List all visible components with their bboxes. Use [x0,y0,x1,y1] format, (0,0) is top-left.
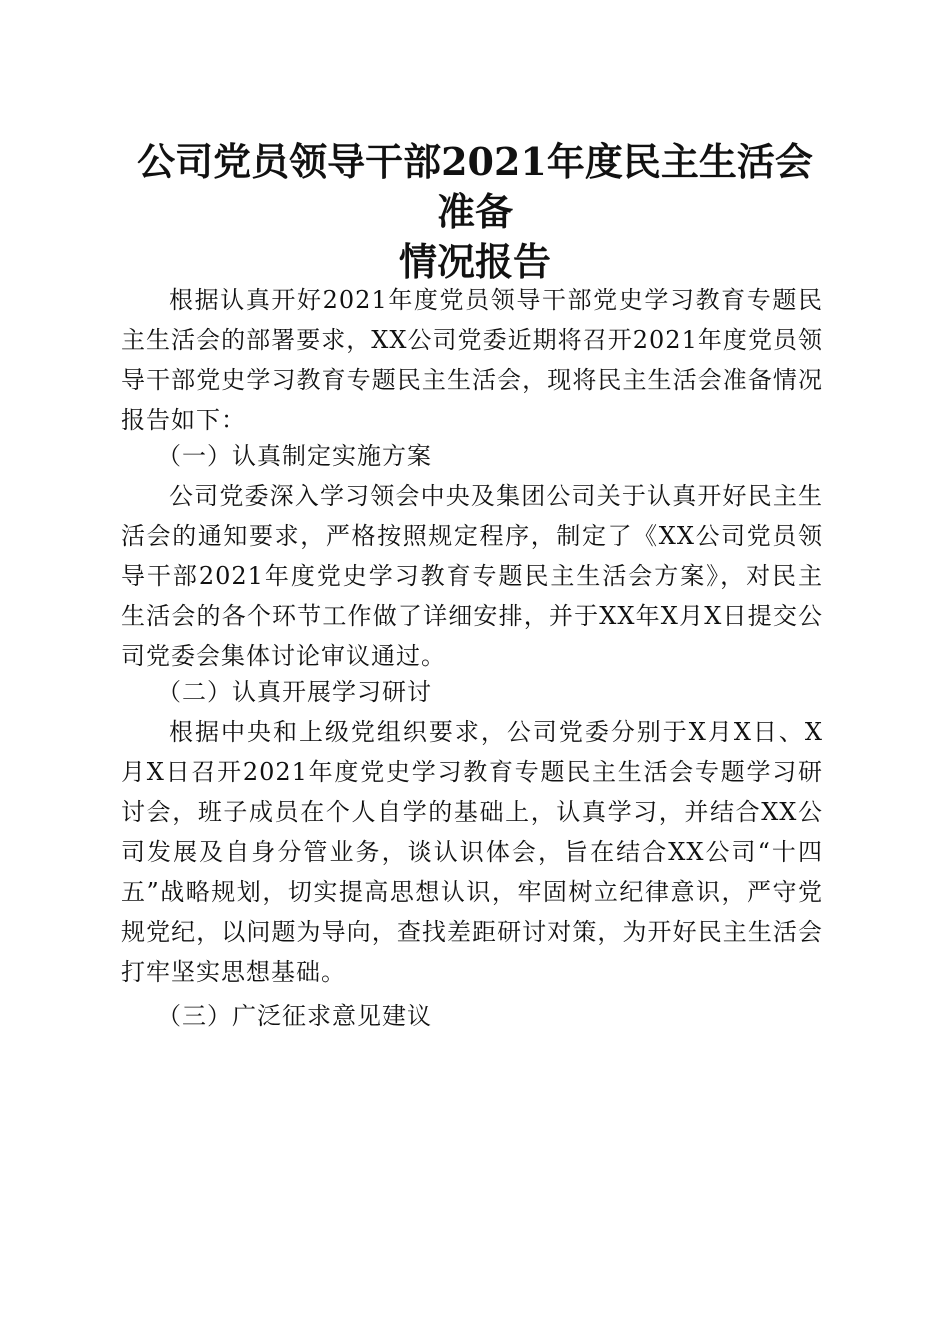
section-body-1: 公司党委深入学习领会中央及集团公司关于认真开好民主生活会的通知要求，严格按照规定程序，制定了《XX公司党员领导干部2021年度党史学习教育专题民主生活会方案》，对民主生活会的各个环节工作做了详细安排，并于XX年X月X日提交公司党委会集体讨论审议通过。 [121,482,823,670]
section-heading-2: （二）认真开展学习研讨 [157,678,432,706]
section-heading-1: （一）认真制定实施方案 [157,442,432,470]
intro-paragraph: 根据认真开好2021年度党员领导干部党史学习教育专题民主生活会的部署要求，XX公司党委近期将召开2021年度党员领导干部党史学习教育专题民主生活会，现将民主生活会准备情况报告如下： [121,286,823,434]
title-line-2: 情况报告 [398,239,551,284]
document-body [121,280,823,1036]
title-line-1: 公司党员领导干部2021年度民主生活会准备 [137,139,813,234]
section-body-2: 根据中央和上级党组织要求，公司党委分别于X月X日、X月X日召开2021年度党史学习教育专题民主生活会专题学习研讨会，班子成员在个人自学的基础上，认真学习，并结合XX公司发展及自身分管业务，谈认识体会，旨在结合XX公司“十四五”战略规划，切实提高思想认识，牢固树立纪律意识，严守党规党纪，以问题为导向，查找差距研讨对策，为开好民主生活会打牢坚实思想基础。 [121,718,823,986]
document-title [120,137,830,287]
section-heading-3: （三）广泛征求意见建议 [157,1002,432,1030]
